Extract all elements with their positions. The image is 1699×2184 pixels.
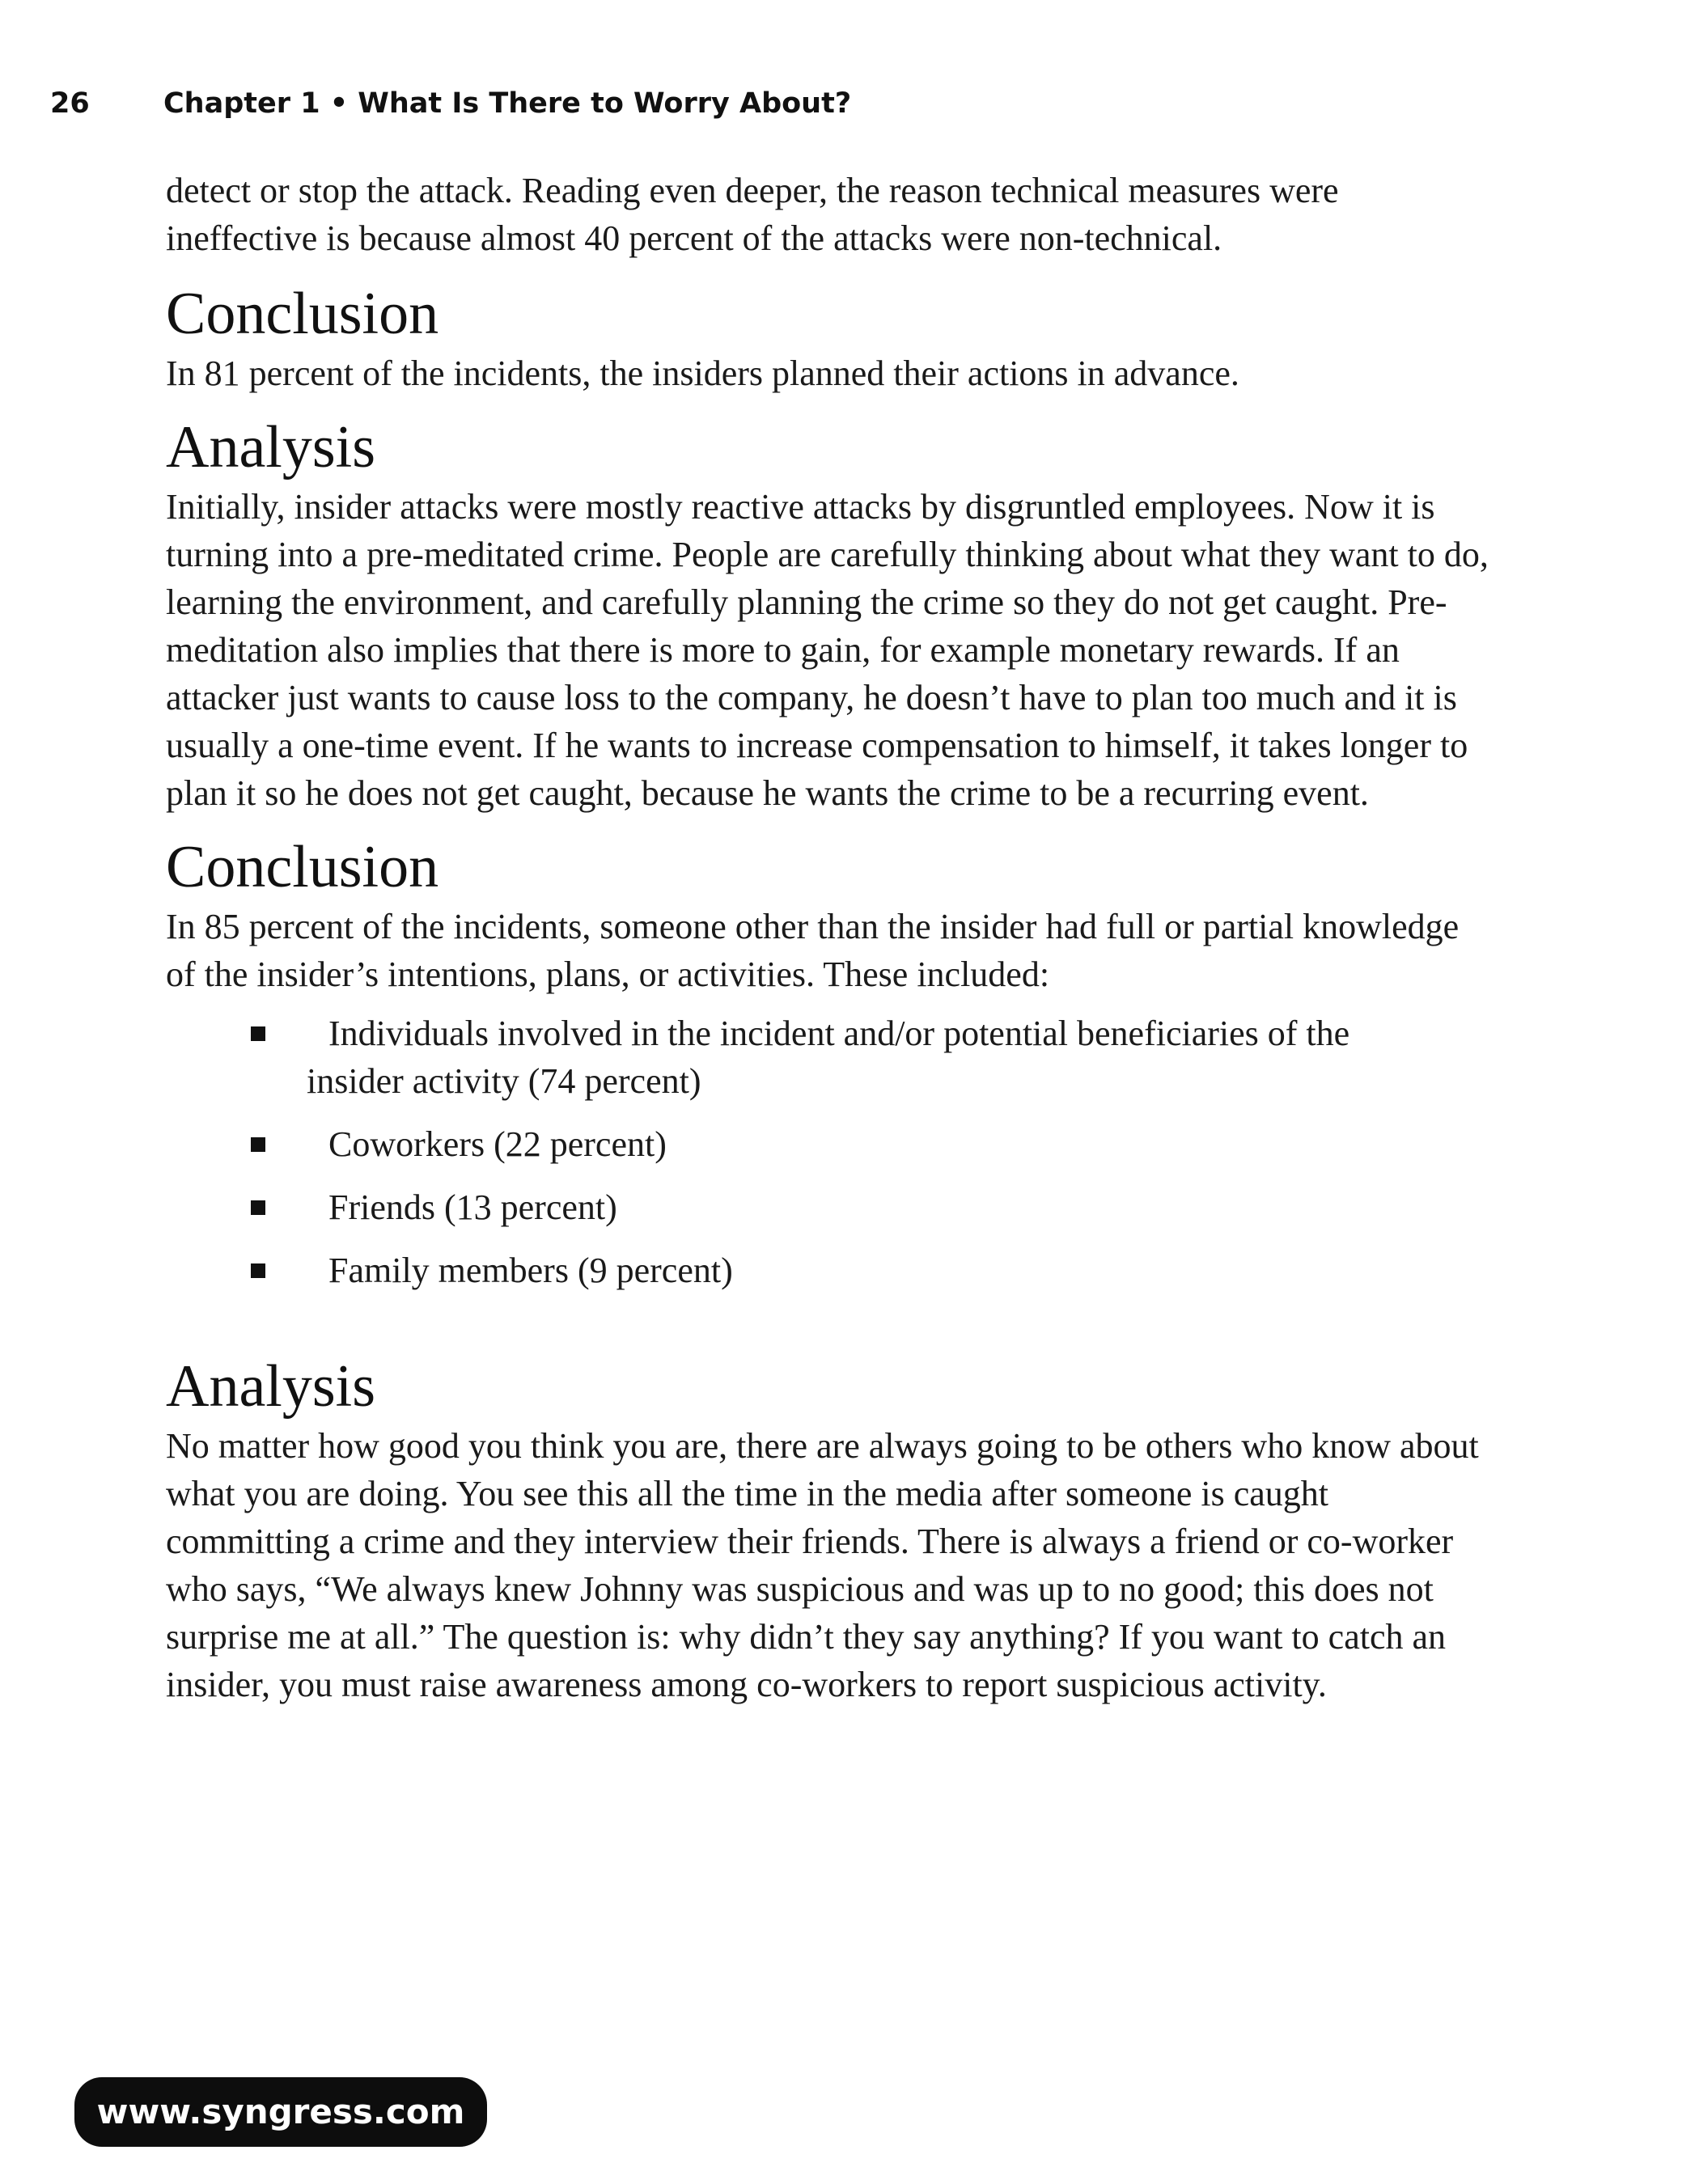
intro-paragraph: detect or stop the attack. Reading even deeper, the reason technical measures were ineffective is because almost 40 percent of the attacks were non-technical. (166, 171, 1339, 258)
page-body (166, 167, 1493, 1708)
bullet-list (166, 1009, 1493, 1294)
square-bullet-icon (251, 1137, 265, 1152)
section-heading-analysis-2: Analysis (166, 1353, 375, 1420)
list-item-text: Individuals involved in the incident and/or potential beneficiaries of the (328, 1014, 1350, 1053)
conclusion-1-paragraph: In 81 percent of the incidents, the insiders planned their actions in advance. (166, 353, 1239, 393)
list-item-text: Coworkers (22 percent) (328, 1124, 667, 1164)
publisher-url-badge: www.syngress.com (74, 2077, 487, 2147)
analysis-2-paragraph: No matter how good you think you are, there are always going to be others who know about what you are doing. You see this all the time in the media after someone is caught committing a crime and they interview their friends. There is always a friend or co-worker who says, “We always knew Johnny was suspicious and was up to no good; this does not surprise me at all.” The question is: why didn’t they say anything? If you want to catch an insider, you must raise awareness among co-workers to report suspicious activity. (166, 1426, 1479, 1704)
list-item (166, 1009, 1493, 1105)
running-title: Chapter 1 • What Is There to Worry About? (163, 87, 852, 120)
square-bullet-icon (251, 1026, 265, 1041)
list-item-text: Friends (13 percent) (328, 1187, 617, 1227)
list-item (166, 1246, 1493, 1294)
list-item (166, 1183, 1493, 1231)
list-item (166, 1120, 1493, 1168)
analysis-1-paragraph: Initially, insider attacks were mostly reactive attacks by disgruntled employees. Now it is turning into a pre-meditated crime. People are carefully thinking about what they want to do, learning the environment, and carefully planning the crime so they do not get caught. Pre-meditation also implies that there is more to gain, for example monetary rewards. If an attacker just wants to cause loss to the company, he doesn’t have to plan too much and it is usually a one-time event. If he wants to increase compensation to himself, it takes longer to plan it so he does not get caught, because he wants the crime to be a recurring event. (166, 487, 1489, 813)
running-header (50, 87, 851, 120)
section-heading-conclusion-2: Conclusion (166, 834, 439, 900)
page-number: 26 (50, 87, 90, 120)
square-bullet-icon (251, 1263, 265, 1278)
conclusion-2-paragraph: In 85 percent of the incidents, someone other than the insider had full or partial knowledge of the insider’s intentions, plans, or activities. These included: (166, 907, 1460, 994)
section-heading-conclusion-1: Conclusion (166, 281, 439, 347)
list-item-text: Family members (9 percent) (328, 1251, 733, 1290)
square-bullet-icon (251, 1200, 265, 1215)
section-heading-analysis-1: Analysis (166, 414, 375, 480)
list-item-text-continued: insider activity (74 percent) (307, 1061, 701, 1101)
